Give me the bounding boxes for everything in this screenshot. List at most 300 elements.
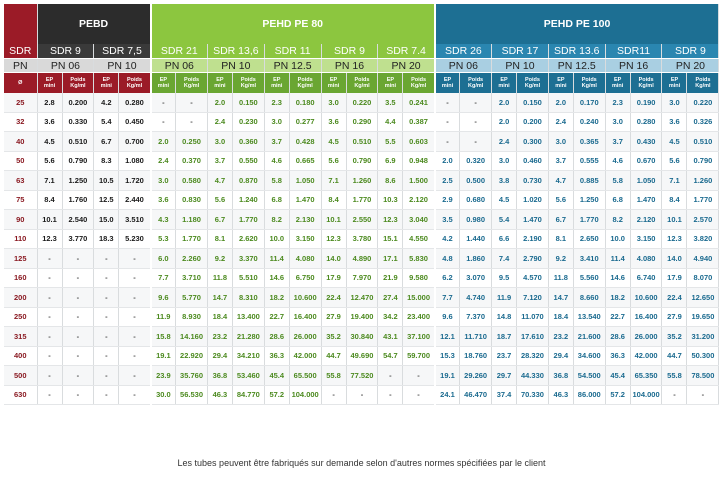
poids-kgml-header: [119, 73, 151, 94]
header-top-text: EP: [45, 77, 54, 83]
poids-value-cell: 0.200: [62, 93, 94, 112]
ep-value-cell: -: [378, 366, 403, 386]
poids-value-cell: 8.660: [573, 288, 605, 308]
ep-value-cell: 6.7: [94, 132, 119, 152]
table-row: [4, 327, 719, 347]
ep-mini-header: [37, 73, 62, 94]
ep-value-cell: 8.1: [207, 229, 232, 249]
pn-cell: PN 20: [662, 59, 719, 73]
ep-value-cell: 6.7: [548, 210, 573, 230]
ep-value-cell: 7.1: [662, 171, 687, 191]
ep-value-cell: 7.7: [151, 268, 176, 288]
poids-value-cell: 1.770: [687, 190, 719, 210]
ep-value-cell: 14.8: [492, 307, 517, 327]
poids-value-cell: 0.885: [573, 171, 605, 191]
poids-value-cell: 0.790: [346, 151, 378, 171]
poids-value-cell: 0.580: [176, 171, 208, 191]
ep-value-cell: 2.0: [492, 93, 517, 112]
ep-value-cell: -: [94, 366, 119, 386]
header-bottom-text: mini: [214, 83, 226, 89]
ep-value-cell: 15.8: [151, 327, 176, 347]
ep-value-cell: 3.5: [378, 93, 403, 112]
ep-value-cell: 8.4: [662, 190, 687, 210]
poids-value-cell: 8.310: [232, 288, 264, 308]
header-bottom-text: mini: [668, 83, 681, 89]
ep-value-cell: 23.7: [492, 346, 517, 366]
table-row: [4, 249, 719, 269]
header-bottom-text: Kg/ml: [70, 83, 86, 89]
ep-value-cell: 8.4: [321, 190, 346, 210]
poids-value-cell: 4.940: [687, 249, 719, 269]
ep-value-cell: 43.1: [378, 327, 403, 347]
poids-value-cell: -: [62, 327, 94, 347]
poids-value-cell: 1.770: [346, 190, 378, 210]
ep-value-cell: 4.3: [151, 210, 176, 230]
poids-value-cell: 0.460: [517, 151, 549, 171]
poids-value-cell: 0.500: [460, 171, 492, 191]
poids-value-cell: 1.250: [62, 171, 94, 191]
header-bottom-text: mini: [100, 83, 112, 89]
pn-cell: PN 16: [605, 59, 662, 73]
ep-value-cell: -: [94, 249, 119, 269]
ep-value-cell: 4.6: [605, 151, 630, 171]
ep-value-cell: 14.7: [548, 288, 573, 308]
header-bottom-text: Kg/ml: [126, 83, 143, 89]
group-header-row: [4, 4, 719, 44]
ep-value-cell: 14.6: [264, 268, 289, 288]
ep-value-cell: 8.3: [94, 151, 119, 171]
poids-value-cell: 16.400: [630, 307, 662, 327]
poids-value-cell: 0.948: [403, 151, 435, 171]
ep-value-cell: 8.1: [548, 229, 573, 249]
header-top-text: EP: [386, 77, 395, 83]
ep-value-cell: 14.0: [662, 249, 687, 269]
sdr-cell: SDR 26: [435, 44, 492, 59]
poids-value-cell: 0.510: [687, 132, 719, 152]
poids-value-cell: 1.470: [289, 190, 321, 210]
poids-value-cell: 104.000: [289, 385, 321, 405]
ep-value-cell: 18.2: [264, 288, 289, 308]
pn-cell: PN 06: [151, 59, 208, 73]
ep-value-cell: 11.4: [264, 249, 289, 269]
poids-value-cell: 28.320: [517, 346, 549, 366]
header-bottom-text: Kg/ml: [354, 83, 370, 89]
poids-value-cell: 0.790: [687, 151, 719, 171]
table-row: [4, 132, 719, 152]
sdr-cell: SDR11: [605, 44, 662, 59]
ep-value-cell: 3.0: [662, 93, 687, 112]
ep-value-cell: 44.7: [662, 346, 687, 366]
ep-value-cell: 6.0: [151, 249, 176, 269]
header-top-text: EP: [500, 77, 508, 83]
poids-value-cell: -: [119, 385, 151, 405]
ep-value-cell: 6.8: [264, 190, 289, 210]
poids-value-cell: 50.300: [687, 346, 719, 366]
diameter-cell: 125: [4, 249, 37, 269]
poids-value-cell: 12.650: [687, 288, 719, 308]
diameter-cell: 75: [4, 190, 37, 210]
poids-value-cell: 17.610: [517, 327, 549, 347]
poids-value-cell: 31.200: [687, 327, 719, 347]
ep-value-cell: 6.8: [605, 190, 630, 210]
ep-value-cell: 9.2: [207, 249, 232, 269]
sdr-cell: SDR 7.4: [378, 44, 435, 59]
ep-mini-header: [321, 73, 346, 94]
ep-value-cell: 2.3: [264, 93, 289, 112]
poids-value-cell: 35.760: [176, 366, 208, 386]
header-bottom-text: mini: [271, 83, 283, 89]
ep-value-cell: 18.7: [492, 327, 517, 347]
ep-value-cell: 54.7: [378, 346, 403, 366]
pn-cell: PN 06: [435, 59, 492, 73]
ep-value-cell: 4.5: [492, 190, 517, 210]
header-bottom-text: mini: [384, 83, 397, 89]
ep-mini-header: [207, 73, 232, 94]
poids-value-cell: 0.150: [232, 93, 264, 112]
table-row: [4, 229, 719, 249]
poids-value-cell: -: [119, 346, 151, 366]
ep-value-cell: 11.9: [151, 307, 176, 327]
poids-value-cell: 78.500: [687, 366, 719, 386]
poids-value-cell: 4.080: [630, 249, 662, 269]
poids-kgml-header: [289, 73, 321, 94]
ep-value-cell: -: [37, 307, 62, 327]
poids-value-cell: 11.070: [517, 307, 549, 327]
poids-value-cell: 16.400: [289, 307, 321, 327]
ep-value-cell: -: [151, 112, 176, 132]
ep-value-cell: 2.4: [548, 112, 573, 132]
poids-value-cell: 0.450: [119, 112, 151, 132]
ep-value-cell: 2.0: [207, 93, 232, 112]
header-bottom-text: Kg/ml: [695, 83, 711, 89]
poids-value-cell: 19.400: [346, 307, 378, 327]
ep-value-cell: 57.2: [264, 385, 289, 405]
poids-value-cell: 1.440: [460, 229, 492, 249]
poids-value-cell: 1.770: [232, 210, 264, 230]
poids-value-cell: 65.350: [630, 366, 662, 386]
ep-value-cell: -: [662, 385, 687, 405]
ep-value-cell: -: [94, 288, 119, 308]
poids-value-cell: 30.840: [346, 327, 378, 347]
ep-value-cell: 5.4: [94, 112, 119, 132]
header-top-text: EP: [557, 77, 565, 83]
poids-value-cell: 2.620: [232, 229, 264, 249]
poids-kgml-header: [176, 73, 208, 94]
ep-value-cell: 12.5: [94, 190, 119, 210]
ep-value-cell: 5.6: [321, 151, 346, 171]
ep-value-cell: 10.5: [94, 171, 119, 191]
ep-value-cell: 12.3: [378, 210, 403, 230]
poids-value-cell: 34.210: [232, 346, 264, 366]
sdr-cell: SDR 7,5: [94, 44, 151, 59]
ep-value-cell: 46.3: [548, 385, 573, 405]
ep-value-cell: 2.4: [151, 151, 176, 171]
ep-value-cell: 10.0: [605, 229, 630, 249]
header-top-text: Poids: [240, 77, 256, 83]
pn-label: PN: [4, 59, 37, 73]
ep-value-cell: 8.2: [605, 210, 630, 230]
ep-value-cell: 4.5: [321, 132, 346, 152]
poids-value-cell: 2.570: [687, 210, 719, 230]
poids-value-cell: 0.326: [687, 112, 719, 132]
ep-value-cell: 3.0: [605, 112, 630, 132]
ep-value-cell: -: [37, 385, 62, 405]
table-row: [4, 112, 719, 132]
sdr-cell: SDR 13,6: [207, 44, 264, 59]
poids-value-cell: 0.830: [176, 190, 208, 210]
poids-value-cell: 1.020: [517, 190, 549, 210]
table-row: [4, 190, 719, 210]
ep-value-cell: 3.7: [605, 132, 630, 152]
header-top-text: EP: [273, 77, 281, 83]
poids-value-cell: 3.710: [176, 268, 208, 288]
poids-value-cell: -: [176, 112, 208, 132]
ep-value-cell: 8.2: [264, 210, 289, 230]
header-top-text: EP: [159, 77, 168, 83]
ep-value-cell: -: [94, 268, 119, 288]
poids-value-cell: 4.570: [517, 268, 549, 288]
ep-value-cell: -: [37, 268, 62, 288]
ep-value-cell: 11.8: [548, 268, 573, 288]
ep-value-cell: 45.4: [605, 366, 630, 386]
poids-value-cell: 15.000: [403, 288, 435, 308]
poids-value-cell: -: [346, 385, 378, 405]
ep-value-cell: 19.1: [151, 346, 176, 366]
ep-value-cell: 5.6: [662, 151, 687, 171]
poids-value-cell: 56.530: [176, 385, 208, 405]
ep-value-cell: 14.0: [321, 249, 346, 269]
header-top-text: Poids: [126, 77, 142, 83]
ep-mini-header: [264, 73, 289, 94]
poids-value-cell: 4.550: [403, 229, 435, 249]
ep-value-cell: 12.3: [662, 229, 687, 249]
header-top-text: Poids: [411, 77, 427, 83]
poids-value-cell: -: [119, 268, 151, 288]
ep-value-cell: -: [94, 307, 119, 327]
poids-value-cell: 18.760: [460, 346, 492, 366]
ep-value-cell: 8.6: [378, 171, 403, 191]
ep-value-cell: 44.7: [321, 346, 346, 366]
ep-value-cell: -: [37, 249, 62, 269]
diameter-cell: 315: [4, 327, 37, 347]
ep-value-cell: 9.2: [548, 249, 573, 269]
poids-kgml-header: [573, 73, 605, 94]
ep-value-cell: 3.0: [151, 171, 176, 191]
header-bottom-text: Kg/ml: [638, 83, 654, 89]
poids-value-cell: 0.680: [460, 190, 492, 210]
poids-value-cell: 70.330: [517, 385, 549, 405]
ep-value-cell: 35.2: [662, 327, 687, 347]
diameter-cell: 400: [4, 346, 37, 366]
poids-value-cell: -: [460, 132, 492, 152]
header-bottom-text: Kg/ml: [183, 83, 200, 89]
group-pehd-pe80: PEHD PE 80: [151, 4, 435, 44]
poids-value-cell: 9.580: [403, 268, 435, 288]
ep-value-cell: -: [435, 112, 460, 132]
ep-value-cell: 17.9: [321, 268, 346, 288]
poids-value-cell: 2.190: [517, 229, 549, 249]
ep-value-cell: -: [37, 346, 62, 366]
ep-value-cell: 4.8: [435, 249, 460, 269]
ep-mini-header: [548, 73, 573, 94]
ep-value-cell: 10.0: [264, 229, 289, 249]
ep-mini-header: [378, 73, 403, 94]
header-bottom-text: Kg/ml: [297, 83, 313, 89]
ep-value-cell: 28.6: [605, 327, 630, 347]
ep-value-cell: 45.4: [264, 366, 289, 386]
ep-value-cell: 22.4: [662, 288, 687, 308]
poids-value-cell: 0.190: [630, 93, 662, 112]
header-bottom-text: Kg/ml: [581, 83, 597, 89]
poids-value-cell: -: [403, 385, 435, 405]
poids-value-cell: 0.365: [573, 132, 605, 152]
ep-value-cell: -: [321, 385, 346, 405]
poids-value-cell: -: [62, 249, 94, 269]
header-bottom-text: mini: [327, 83, 340, 89]
poids-value-cell: 0.700: [119, 132, 151, 152]
ep-value-cell: 2.0: [435, 151, 460, 171]
poids-value-cell: -: [176, 93, 208, 112]
poids-value-cell: 46.470: [460, 385, 492, 405]
poids-value-cell: 10.600: [630, 288, 662, 308]
poids-value-cell: 21.600: [573, 327, 605, 347]
ep-value-cell: 23.2: [207, 327, 232, 347]
poids-value-cell: 77.520: [346, 366, 378, 386]
poids-value-cell: 7.120: [517, 288, 549, 308]
ep-value-cell: -: [151, 93, 176, 112]
poids-value-cell: 13.400: [232, 307, 264, 327]
poids-kgml-header: [62, 73, 94, 94]
poids-kgml-header: [687, 73, 719, 94]
diameter-cell: 90: [4, 210, 37, 230]
poids-value-cell: 3.370: [232, 249, 264, 269]
poids-value-cell: 4.890: [346, 249, 378, 269]
header-top-text: Poids: [695, 77, 711, 83]
ep-value-cell: 9.6: [435, 307, 460, 327]
ep-value-cell: 2.4: [492, 132, 517, 152]
ep-value-cell: 2.8: [37, 93, 62, 112]
poids-value-cell: 0.428: [289, 132, 321, 152]
header-top-text: EP: [670, 77, 679, 83]
ep-value-cell: 29.4: [207, 346, 232, 366]
diameter-cell: 25: [4, 93, 37, 112]
ep-value-cell: 5.8: [264, 171, 289, 191]
poids-value-cell: 0.665: [289, 151, 321, 171]
poids-value-cell: 3.150: [289, 229, 321, 249]
header-top-text: EP: [329, 77, 338, 83]
poids-value-cell: 8.070: [687, 268, 719, 288]
poids-value-cell: -: [62, 268, 94, 288]
poids-value-cell: 3.070: [460, 268, 492, 288]
ep-value-cell: 37.4: [492, 385, 517, 405]
diameter-cell: 63: [4, 171, 37, 191]
ep-value-cell: -: [378, 385, 403, 405]
poids-value-cell: -: [62, 385, 94, 405]
poids-value-cell: 0.241: [403, 93, 435, 112]
ep-value-cell: 4.5: [662, 132, 687, 152]
diameter-cell: 630: [4, 385, 37, 405]
poids-value-cell: 49.690: [346, 346, 378, 366]
poids-value-cell: 2.650: [573, 229, 605, 249]
ep-value-cell: 6.6: [492, 229, 517, 249]
poids-value-cell: 0.603: [403, 132, 435, 152]
poids-value-cell: 0.550: [232, 151, 264, 171]
poids-kgml-header: [346, 73, 378, 94]
ep-value-cell: -: [37, 366, 62, 386]
ep-value-cell: 36.3: [605, 346, 630, 366]
poids-value-cell: -: [687, 385, 719, 405]
group-pehd-pe100: PEHD PE 100: [435, 4, 719, 44]
pn-cell: PN 10: [492, 59, 549, 73]
poids-value-cell: 6.740: [630, 268, 662, 288]
ep-value-cell: 7.1: [37, 171, 62, 191]
poids-value-cell: 65.500: [289, 366, 321, 386]
poids-value-cell: 10.600: [289, 288, 321, 308]
table-row: [4, 268, 719, 288]
poids-value-cell: 59.700: [403, 346, 435, 366]
poids-value-cell: 42.000: [630, 346, 662, 366]
ep-value-cell: 3.0: [207, 132, 232, 152]
poids-value-cell: 0.250: [176, 132, 208, 152]
ep-value-cell: 8.4: [37, 190, 62, 210]
poids-value-cell: 0.360: [232, 132, 264, 152]
ep-value-cell: 36.8: [548, 366, 573, 386]
ep-value-cell: 15.1: [378, 229, 403, 249]
poids-value-cell: 0.330: [62, 112, 94, 132]
table-row: [4, 210, 719, 230]
poids-value-cell: 0.870: [232, 171, 264, 191]
poids-kgml-header: [232, 73, 264, 94]
ep-value-cell: 21.9: [378, 268, 403, 288]
ep-value-cell: 5.6: [548, 190, 573, 210]
poids-value-cell: 0.370: [176, 151, 208, 171]
ep-value-cell: 9.5: [492, 268, 517, 288]
ep-value-cell: 3.7: [207, 151, 232, 171]
ep-value-cell: 57.2: [605, 385, 630, 405]
ep-value-cell: 4.7: [207, 171, 232, 191]
ep-value-cell: 5.4: [492, 210, 517, 230]
pn-cell: PN 10: [94, 59, 151, 73]
ep-value-cell: 10.1: [321, 210, 346, 230]
pn-row: [4, 59, 719, 73]
table-row: [4, 385, 719, 405]
poids-value-cell: 2.790: [517, 249, 549, 269]
poids-value-cell: 1.260: [346, 171, 378, 191]
poids-value-cell: 5.510: [232, 268, 264, 288]
ep-value-cell: -: [37, 288, 62, 308]
ep-value-cell: 7.4: [492, 249, 517, 269]
ep-value-cell: 4.7: [548, 171, 573, 191]
ep-value-cell: 7.7: [435, 288, 460, 308]
ep-value-cell: 5.8: [605, 171, 630, 191]
ep-value-cell: 29.4: [548, 346, 573, 366]
ep-value-cell: -: [435, 93, 460, 112]
diameter-cell: 32: [4, 112, 37, 132]
poids-value-cell: 1.860: [460, 249, 492, 269]
poids-value-cell: 37.100: [403, 327, 435, 347]
poids-value-cell: 0.220: [687, 93, 719, 112]
sdr-cell: SDR 21: [151, 44, 208, 59]
ep-value-cell: 55.8: [662, 366, 687, 386]
ep-value-cell: 4.2: [94, 93, 119, 112]
sdr-cell: SDR 9: [37, 44, 94, 59]
poids-value-cell: 0.220: [346, 93, 378, 112]
poids-kgml-header: [460, 73, 492, 94]
ep-value-cell: 12.3: [37, 229, 62, 249]
pn-cell: PN 10: [207, 59, 264, 73]
poids-value-cell: 54.500: [573, 366, 605, 386]
poids-value-cell: 2.120: [403, 190, 435, 210]
